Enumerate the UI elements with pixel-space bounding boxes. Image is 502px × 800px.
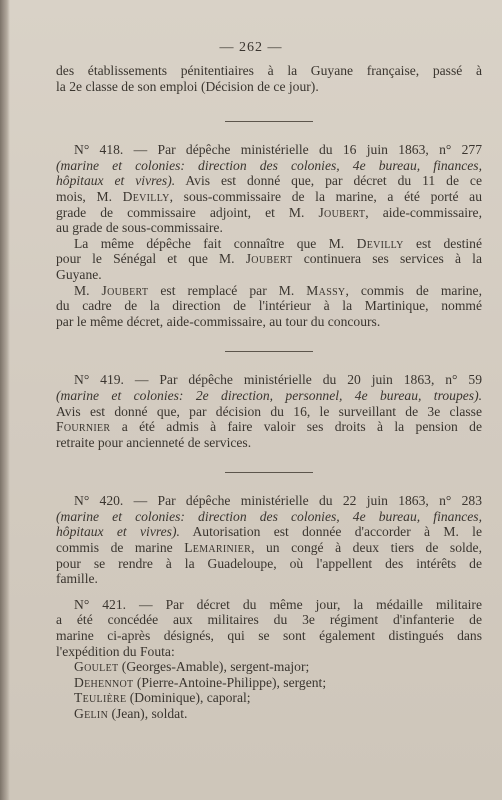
list-item: Teulière (Dominique), caporal; [74,690,251,706]
entry-421-line-3: marine ci-après désignés, qui se sont également distingués dans [56,628,482,644]
entry-419-line-5: retraite pour ancienneté de services. [56,434,252,450]
list-item: Goulet (Georges-Amable), sergent-major; [74,659,310,675]
entry-418-p2-line-2: pour le Sénégal et que M. Joubert continuera ses services à la [56,251,482,267]
entry-419-line-4: Fournier a été admis à faire valoir ses droits à la pension de [56,419,482,435]
book-gutter-shadow [0,0,10,800]
page-number: — 262 — [219,40,283,55]
entry-418-line-1: N° 418. — Par dépêche ministérielle du 16 juin 1863, n° 277 [74,142,482,158]
entry-418-line-4: mois, M. Devilly, sous-commissaire de la marine, a été porté au [56,188,482,204]
intro-line-2: la 2e classe de son emploi (Décision de ce jour). [56,78,319,94]
intro-line-1: des établissements pénitentiaires à la Guyane française, passé à [56,63,482,78]
entry-421-line-2: a été concédée aux militaires du 3e régiment d'infanterie de [56,612,482,628]
entry-418-p3-line-2: du cadre de la direction de l'intérieur à la Martinique, nommé [56,298,482,314]
entry-419-line-3: Avis est donné que, par décision du 16, le surveillant de 3e classe [56,403,482,419]
entry-418-p3-line-3: par le même décret, aide-commissaire, au tour du concours. [56,313,381,329]
page-body [56,63,482,722]
entry-418-line-6: au grade de sous-commissaire. [56,220,223,236]
list-item: Gelin (Jean), soldat. [74,706,188,721]
entry-419-line-1: N° 419. — Par dépêche ministérielle du 20 juin 1863, n° 59 [74,372,482,388]
entry-420 [56,493,482,587]
entry-420-line-1: N° 420. — Par dépêche ministérielle du 22 juin 1863, n° 283 [74,493,482,509]
entry-418 [56,142,482,329]
entry-420-line-6: famille. [56,571,98,587]
entry-418-line-2: (marine et colonies: direction des colonies, 4e bureau, finances, [56,157,482,173]
entry-419 [56,372,482,450]
entry-420-line-3: hôpitaux et vivres). Autorisation est donnée d'accorder à M. le [56,524,482,540]
entry-420-line-2: (marine et colonies: direction des colonies, 4e bureau, finances, [56,508,482,524]
entry-421-line-4: l'expédition du Fouta: [56,643,175,659]
entry-418-p2-line-3: Guyane. [56,266,102,282]
entry-421 [56,597,482,722]
entry-418-line-3: hôpitaux et vivres). Avis est donné que, par décret du 11 de ce [56,173,482,189]
entry-419-line-2: (marine et colonies: 2e direction, personnel, 4e bureau, troupes). [56,387,482,403]
entry-418-line-5: grade de commissaire adjoint, et M. Joubert, aide-commissaire, [56,204,482,220]
list-item: Dehennot (Pierre-Antoine-Philippe), sergent; [74,674,327,690]
entry-421-line-1: N° 421. — Par décret du même jour, la médaille militaire [74,596,482,612]
entry-420-line-5: pour se rendre à la Guadeloupe, où l'appellent des intérêts de [56,555,482,571]
entry-420-line-4: commis de marine Lemarinier, un congé à deux tiers de solde, [56,540,482,556]
entry-418-p2-line-1: La même dépêche fait connaître que M. Devilly est destiné [74,235,482,251]
entry-418-p3-line-1: M. Joubert est remplacé par M. Massy, commis de marine, [74,282,482,298]
